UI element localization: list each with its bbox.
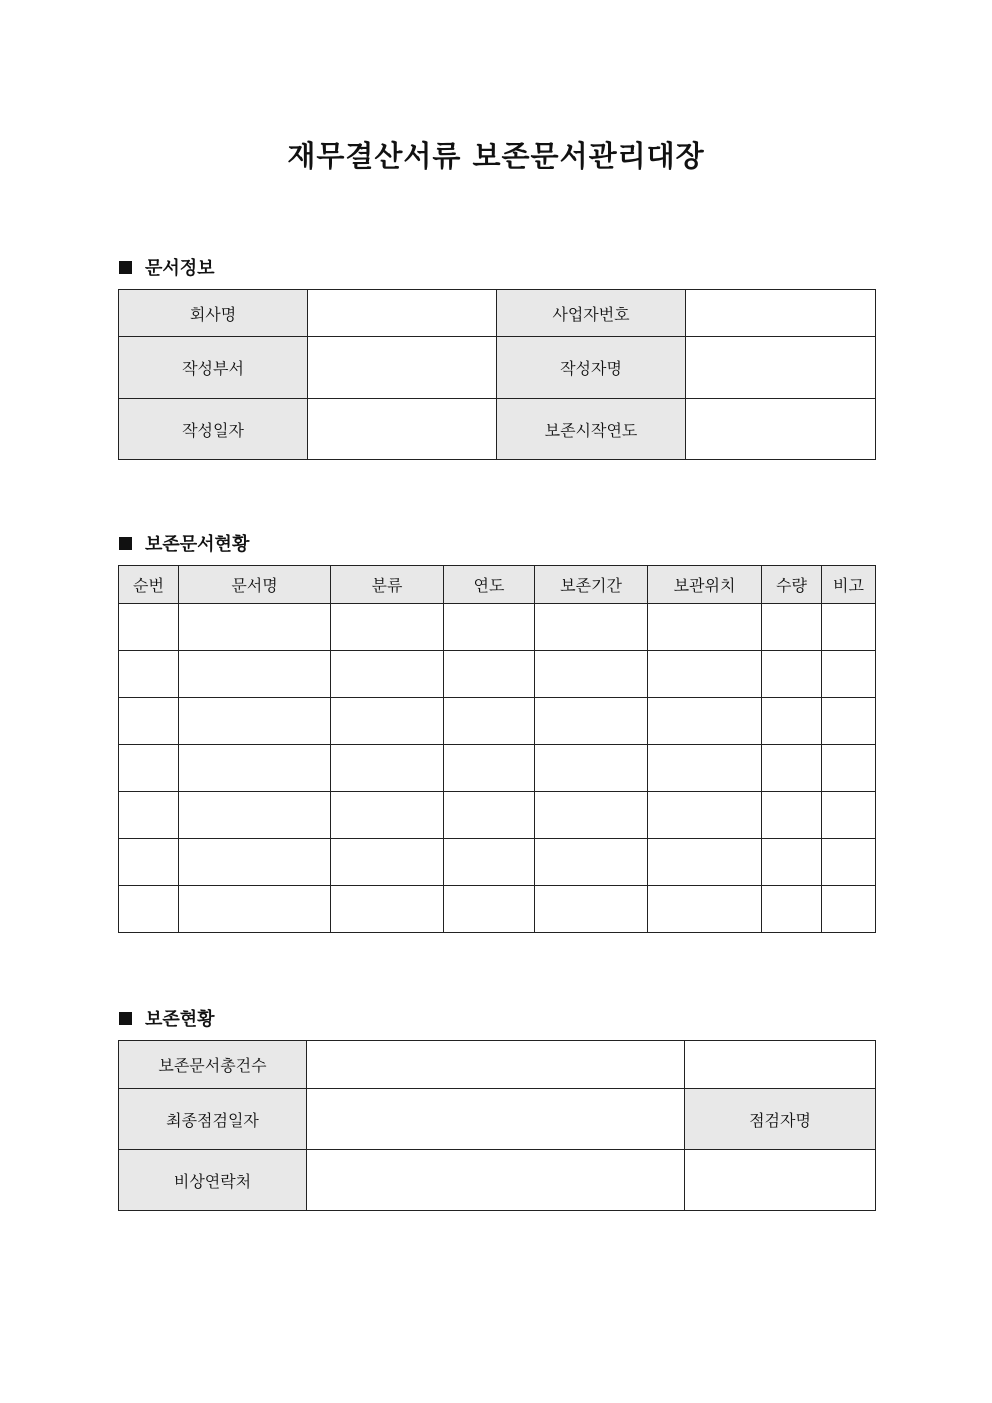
- table-cell[interactable]: [179, 792, 331, 839]
- table-cell[interactable]: [822, 839, 876, 886]
- table-cell[interactable]: [822, 651, 876, 698]
- table-cell[interactable]: [331, 792, 444, 839]
- table-cell[interactable]: [762, 792, 822, 839]
- table-row: [119, 745, 876, 792]
- table-cell[interactable]: [179, 698, 331, 745]
- table-cell[interactable]: [822, 604, 876, 651]
- column-header-doc-name: 문서명: [179, 566, 331, 604]
- author-name-label: 작성자명: [497, 337, 686, 399]
- column-header-number: 순번: [119, 566, 179, 604]
- table-cell[interactable]: [444, 698, 535, 745]
- table-cell[interactable]: [762, 604, 822, 651]
- table-cell[interactable]: [762, 651, 822, 698]
- table-cell[interactable]: [444, 651, 535, 698]
- table-cell[interactable]: [331, 839, 444, 886]
- table-cell[interactable]: [179, 651, 331, 698]
- business-number-field[interactable]: [686, 290, 876, 337]
- table-cell[interactable]: [179, 604, 331, 651]
- table-cell[interactable]: [444, 839, 535, 886]
- table-cell[interactable]: [762, 745, 822, 792]
- table-cell[interactable]: [822, 698, 876, 745]
- section-heading-preserved-docs: [119, 530, 249, 556]
- table-cell[interactable]: [648, 651, 762, 698]
- business-number-label: 사업자번호: [497, 290, 686, 337]
- preserved-docs-table: [118, 565, 876, 933]
- table-cell[interactable]: [648, 604, 762, 651]
- table-cell[interactable]: [822, 886, 876, 933]
- black-square-icon: [119, 1012, 132, 1025]
- last-check-date-field[interactable]: [307, 1089, 685, 1150]
- table-cell[interactable]: [119, 839, 179, 886]
- column-header-remarks: 비고: [822, 566, 876, 604]
- total-count-field[interactable]: [307, 1041, 685, 1089]
- column-header-storage-location: 보관위치: [648, 566, 762, 604]
- table-cell[interactable]: [535, 886, 648, 933]
- table-row: [119, 337, 876, 399]
- company-name-field[interactable]: [308, 290, 497, 337]
- table-cell[interactable]: [648, 698, 762, 745]
- document-info-table: [118, 289, 876, 460]
- table-cell[interactable]: [331, 745, 444, 792]
- table-row: [119, 290, 876, 337]
- table-cell[interactable]: [648, 886, 762, 933]
- last-check-date-label: 최종점검일자: [119, 1089, 307, 1150]
- black-square-icon: [119, 261, 132, 274]
- department-field[interactable]: [308, 337, 497, 399]
- table-cell[interactable]: [444, 604, 535, 651]
- section-heading-label: 보존현황: [145, 1009, 215, 1030]
- table-cell[interactable]: [535, 604, 648, 651]
- date-label: 작성일자: [119, 399, 308, 460]
- section-heading-label: 문서정보: [145, 258, 215, 279]
- column-header-category: 분류: [331, 566, 444, 604]
- table-cell[interactable]: [331, 698, 444, 745]
- section-heading-preservation-status: [119, 1005, 215, 1031]
- table-row: [119, 792, 876, 839]
- section-heading-label: 보존문서현황: [145, 534, 250, 555]
- table-cell[interactable]: [331, 651, 444, 698]
- table-row: [119, 604, 876, 651]
- table-cell[interactable]: [762, 839, 822, 886]
- table-cell[interactable]: [762, 886, 822, 933]
- table-cell[interactable]: [179, 839, 331, 886]
- table-cell[interactable]: [535, 745, 648, 792]
- page-title: 재무결산서류 보존문서관리대장: [287, 139, 705, 173]
- table-cell[interactable]: [762, 698, 822, 745]
- table-cell[interactable]: [444, 745, 535, 792]
- table-row: [119, 698, 876, 745]
- column-header-year: 연도: [444, 566, 535, 604]
- date-field[interactable]: [308, 399, 497, 460]
- column-header-retention-period: 보존기간: [535, 566, 648, 604]
- preservation-status-table: [118, 1040, 876, 1211]
- table-cell[interactable]: [444, 792, 535, 839]
- table-header-row: [119, 566, 876, 604]
- company-name-label: 회사명: [119, 290, 308, 337]
- table-cell[interactable]: [648, 792, 762, 839]
- table-cell[interactable]: [648, 745, 762, 792]
- table-row: [119, 1150, 876, 1211]
- table-cell[interactable]: [535, 792, 648, 839]
- column-header-quantity: 수량: [762, 566, 822, 604]
- black-square-icon: [119, 537, 132, 550]
- table-cell[interactable]: [119, 792, 179, 839]
- table-row: [119, 1089, 876, 1150]
- table-cell[interactable]: [822, 745, 876, 792]
- table-cell[interactable]: [535, 651, 648, 698]
- table-cell[interactable]: [119, 698, 179, 745]
- table-cell[interactable]: [535, 698, 648, 745]
- start-year-field[interactable]: [686, 399, 876, 460]
- author-name-field[interactable]: [686, 337, 876, 399]
- table-cell[interactable]: [119, 745, 179, 792]
- table-cell[interactable]: [331, 604, 444, 651]
- table-cell[interactable]: [179, 745, 331, 792]
- table-cell[interactable]: [648, 839, 762, 886]
- start-year-label: 보존시작연도: [497, 399, 686, 460]
- table-row: [119, 651, 876, 698]
- table-cell[interactable]: [119, 651, 179, 698]
- total-count-label: 보존문서총건수: [119, 1041, 307, 1089]
- total-count-extra-field[interactable]: [685, 1041, 876, 1089]
- table-cell[interactable]: [822, 792, 876, 839]
- table-row: [119, 1041, 876, 1089]
- department-label: 작성부서: [119, 337, 308, 399]
- emergency-contact-field[interactable]: [307, 1150, 685, 1211]
- table-row: [119, 399, 876, 460]
- inspector-name-label: 점검자명: [685, 1089, 876, 1150]
- table-cell[interactable]: [444, 886, 535, 933]
- table-row: [119, 886, 876, 933]
- section-heading-document-info: [119, 254, 215, 280]
- table-cell[interactable]: [331, 886, 444, 933]
- emergency-contact-extra-field[interactable]: [685, 1150, 876, 1211]
- table-cell[interactable]: [119, 886, 179, 933]
- table-cell[interactable]: [535, 839, 648, 886]
- table-cell[interactable]: [179, 886, 331, 933]
- table-cell[interactable]: [119, 604, 179, 651]
- emergency-contact-label: 비상연락처: [119, 1150, 307, 1211]
- table-row: [119, 839, 876, 886]
